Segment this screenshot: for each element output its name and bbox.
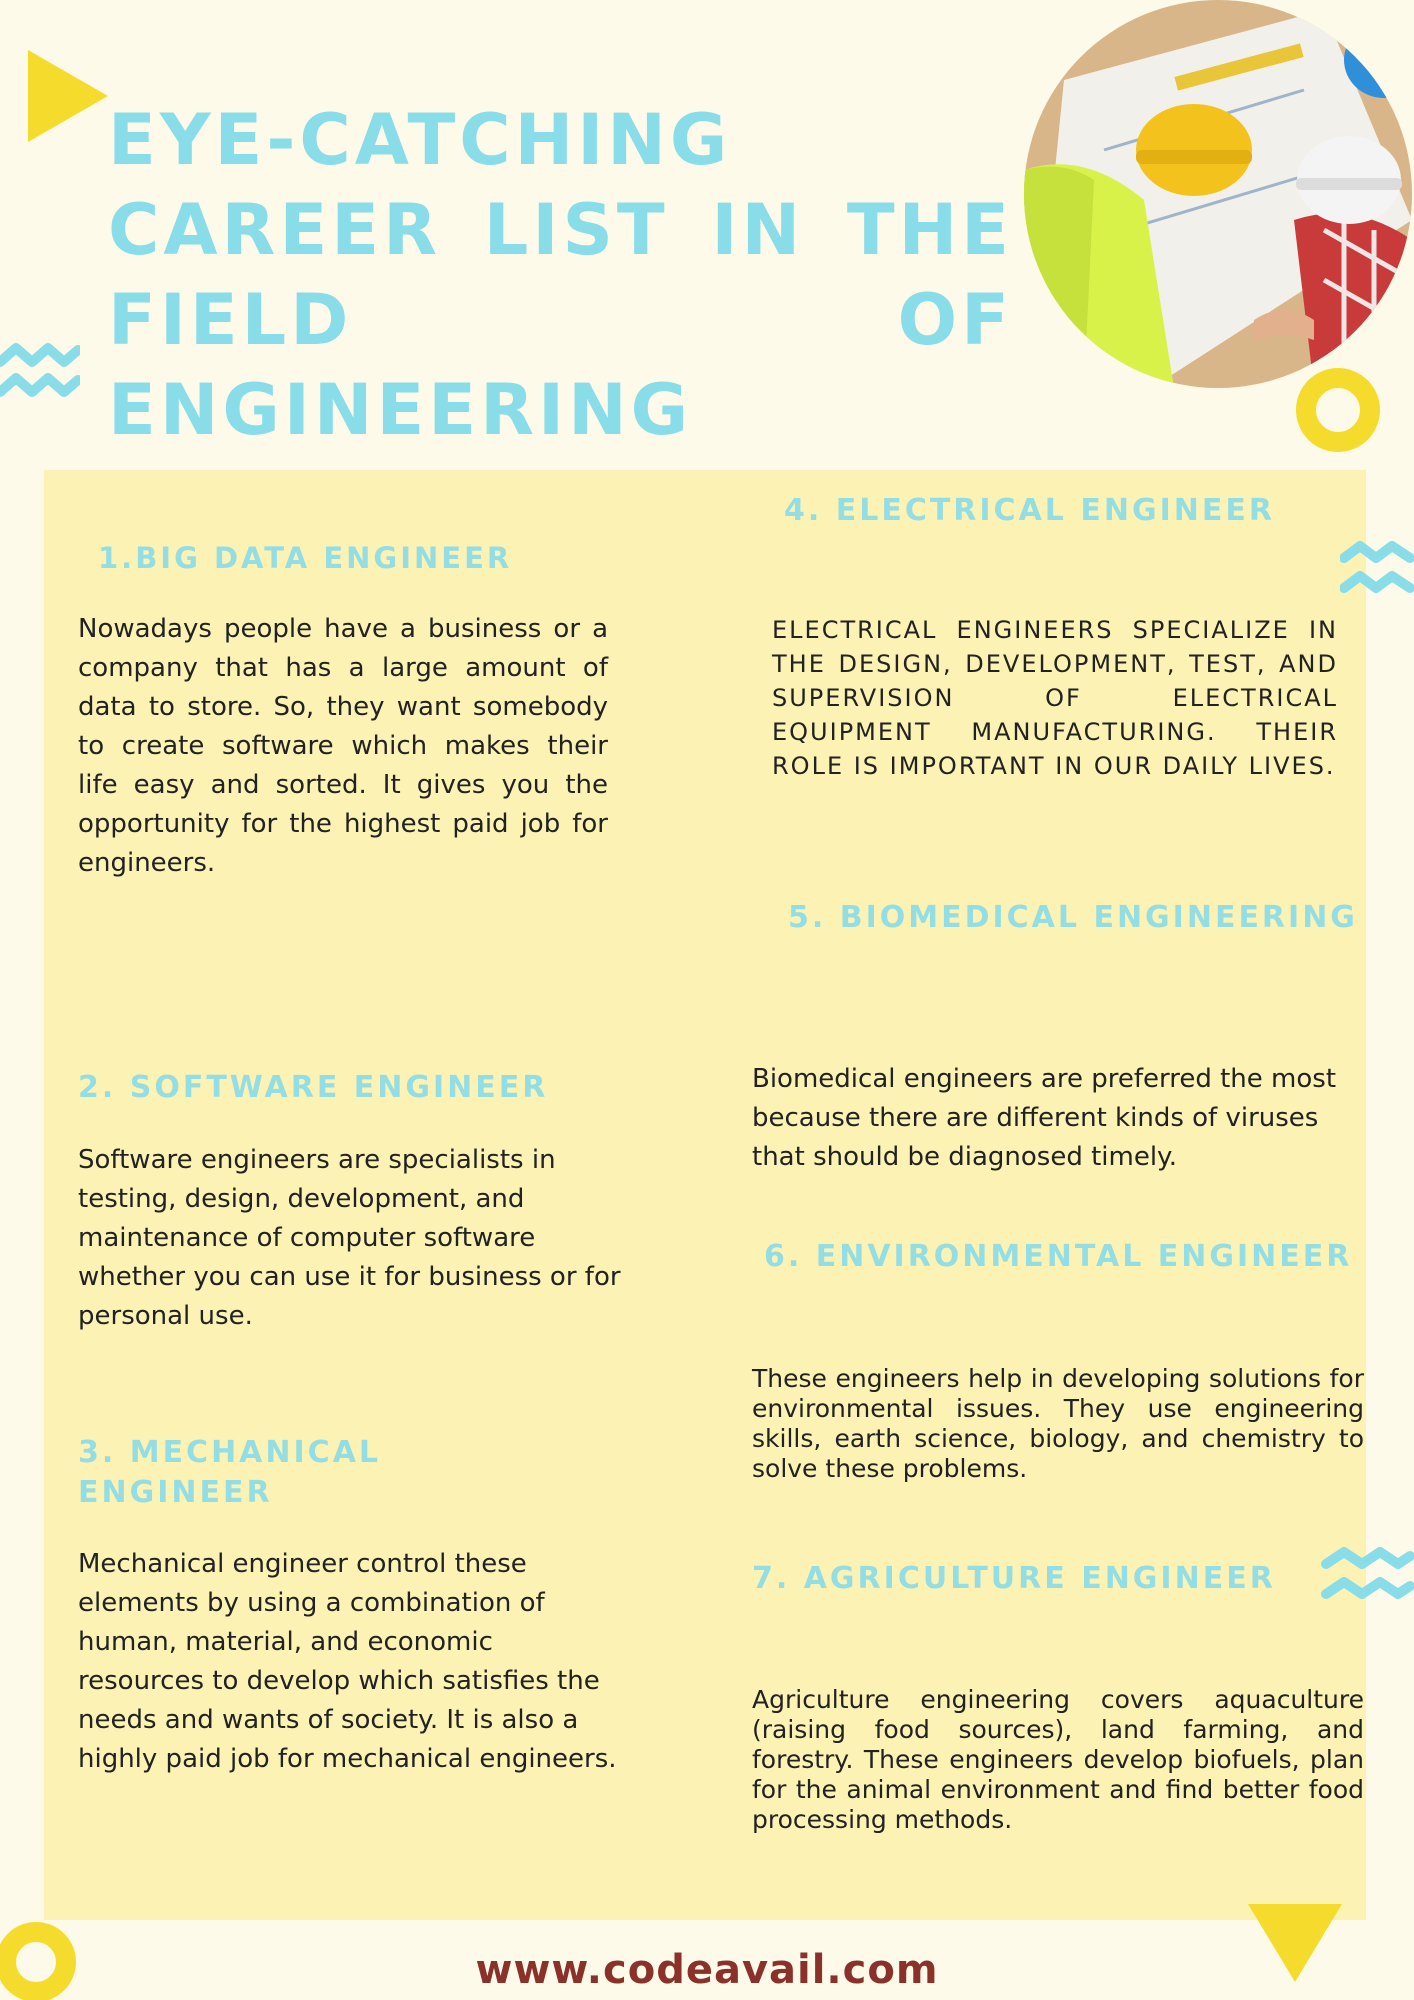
- body-big-data: Nowadays people have a business or a company that has a large amount of data to store. So, they want somebody to create software which makes their life easy and sorted. It gives you the opportunity for the highest paid job for engineers.: [78, 614, 608, 878]
- body-software: Software engineers are specialists in testing, design, development, and maintenance of computer software whether you can use it for business or for personal use.: [78, 1145, 621, 1331]
- cyan-zigzag-right-icon: [1340, 536, 1414, 606]
- heading-mechanical: [78, 1433, 381, 1513]
- heading-software: 2. SOFTWARE ENGINEER: [78, 1070, 549, 1105]
- heading-mechanical-line1: 3. MECHANICAL: [78, 1435, 382, 1470]
- body-environmental: These engineers help in developing solutions for environmental issues. They use engineering skills, earth science, biology, and chemistry to solve these problems.: [752, 1364, 1364, 1483]
- heading-biomedical: 5. BIOMEDICAL ENGINEERING: [788, 900, 1358, 935]
- heading-electrical: 4. ELECTRICAL ENGINEER: [784, 493, 1275, 528]
- footer-url[interactable]: www.codeavail.com: [475, 1947, 939, 1993]
- body-electrical: ELECTRICAL ENGINEERS SPECIALIZE IN THE DESIGN, DEVELOPMENT, TEST, AND SUPERVISION OF ELECTRICAL EQUIPMENT MANUFACTURING. THEIR ROLE IS IMPORTANT IN OUR DAILY LIVES.: [772, 616, 1338, 780]
- body-biomedical: Biomedical engineers are preferred the most because there are different kinds of viruses that should be diagnosed timely.: [752, 1064, 1337, 1172]
- yellow-triangle-top-icon: [26, 48, 110, 144]
- yellow-ring-top-icon: [1294, 366, 1382, 454]
- page-title: EYE-CATCHING CAREER LIST IN THE FIELD OF ENGINEERING: [108, 99, 1013, 451]
- cyan-zigzag-lower-right-icon: [1320, 1542, 1414, 1612]
- heading-environmental: 6. ENVIRONMENTAL ENGINEER: [764, 1239, 1353, 1274]
- body-agriculture: Agriculture engineering covers aquaculture (raising food sources), land farming, and forestry. These engineers develop biofuels, plan for the animal environment and find better food processing methods.: [752, 1685, 1364, 1834]
- heading-agriculture: 7. AGRICULTURE ENGINEER: [752, 1561, 1276, 1596]
- body-mechanical: Mechanical engineer control these elements by using a combination of human, material, and economic resources to develop which satisfies the needs and wants of society. It is also a highly paid job for mechanical engineers.: [78, 1549, 617, 1774]
- cyan-zigzag-left-icon: [0, 338, 80, 410]
- engineers-photo: [1024, 0, 1412, 388]
- heading-big-data: 1.BIG DATA ENGINEER: [98, 541, 513, 575]
- heading-mechanical-line2: ENGINEER: [78, 1475, 273, 1510]
